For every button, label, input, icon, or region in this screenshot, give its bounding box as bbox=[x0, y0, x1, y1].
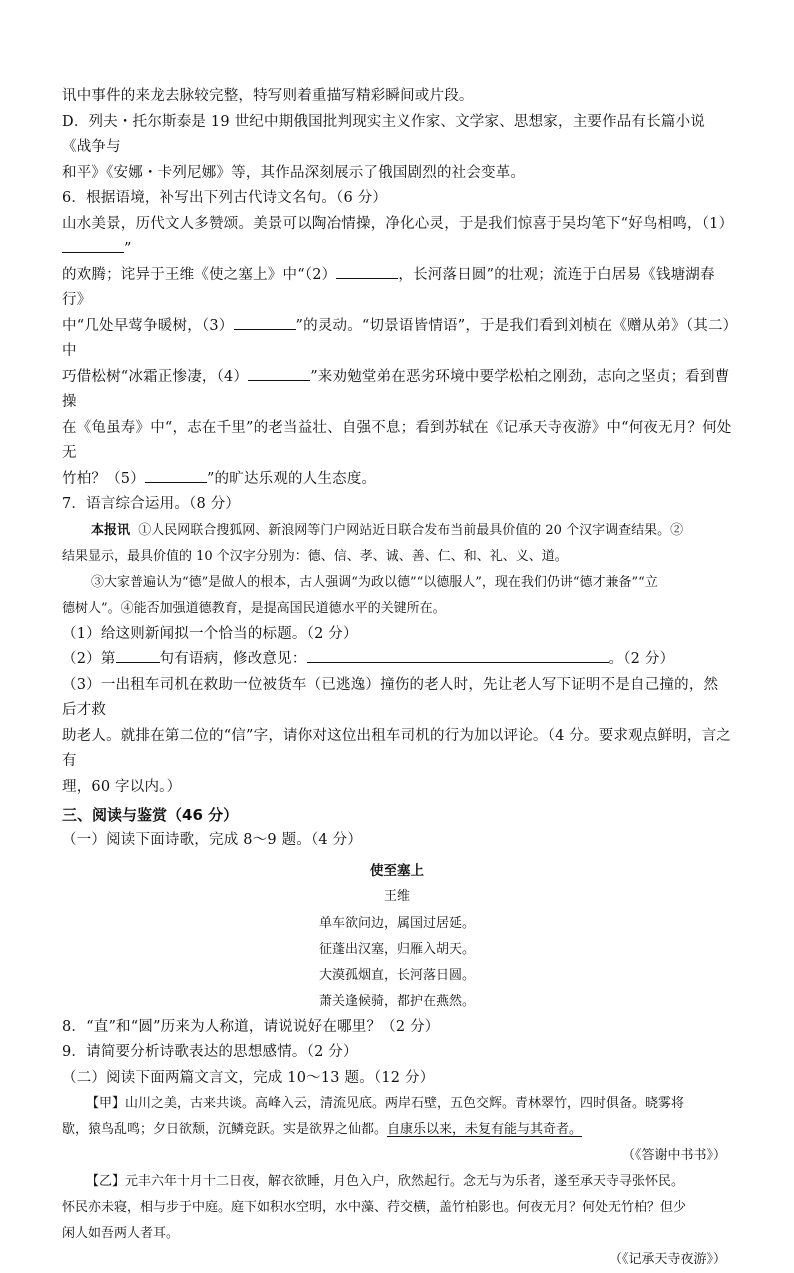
sub-question-3: 助老人。就排在第二位的“信”字，请你对这位出租车司机的行为加以评论。（4 分。要求观点鲜明，言之有 bbox=[62, 727, 732, 769]
text-line: 讯中事件的来龙去脉较完整，特写则着重描写精彩瞬间或片段。 bbox=[62, 88, 474, 104]
part-1-heading: （一）阅读下面诗歌，完成 8～9 题。（4 分） bbox=[62, 832, 363, 848]
sub-question-3: 理，60 字以内。） bbox=[62, 778, 182, 795]
option-d-line: D．列夫・托尔斯泰是 19 世纪中期俄国批判现实主义作家、文学家、思想家，主要作品有长篇小说《战争与 bbox=[62, 113, 705, 155]
question-6-text: 山水美景，历代文人多赞颂。美景可以陶冶情操，净化心灵，于是我们惊喜于吴均笔下“好鸟相鸣，（1）” bbox=[62, 215, 734, 257]
poem-line: 萧关逢候骑，都护在燕然。 bbox=[318, 993, 475, 1009]
answer-blank-2[interactable] bbox=[336, 263, 398, 279]
passage-jia-source: （《答谢中书书》） bbox=[621, 1148, 726, 1163]
sub-question-3: （3）一出租车司机在救助一位被货车（已逃逸）撞伤的老人时，先让老人写下证明不是自己撞的，然后才救 bbox=[62, 676, 719, 718]
passage-yi: 怀民亦未寝，相与步于中庭。庭下如积水空明，水中藻、荇交横，盖竹柏影也。何夜无月？何处无竹柏？但少 bbox=[62, 1200, 687, 1215]
poem-author: 王维 bbox=[383, 888, 410, 904]
passage-jia: 【甲】山川之美，古来共谈。高峰入云，清流见底。两岸石壁，五色交辉。青林翠竹，四时俱备。晓雾将 bbox=[86, 1096, 685, 1111]
revision-blank[interactable] bbox=[307, 647, 609, 663]
news-paragraph: 德树人”。④能否加强道德教育，是提高国民道德水平的关键所在。 bbox=[62, 600, 446, 616]
question-6-text: 巧借松树“冰霜正惨凄，（4） ”来劝勉堂弟在恶劣环境中要学松柏之刚劲，志向之坚贞；看到曹操 bbox=[62, 365, 732, 416]
question-6-text: 在《龟虽寿》中“，志在千里”的老当益壮、自强不息；看到苏轼在《记承天寺夜游》中“何夜无月？何处无 bbox=[62, 419, 732, 461]
news-paragraph: 结果显示，最具价值的 10 个汉字分别为：德、信、孝、诚、善、仁、和、礼、义、道。 bbox=[62, 548, 568, 564]
underlined-sentence: 自康乐以来，未复有能与其奇者。 bbox=[387, 1122, 583, 1137]
passage-yi: 闲人如吾两人者耳。 bbox=[62, 1226, 180, 1241]
sentence-number-blank[interactable] bbox=[116, 647, 160, 663]
passage-jia: 歇，猿鸟乱鸣；夕日欲颓，沉鳞竞跃。实是欲界之仙都。自康乐以来，未复有能与其奇者。 bbox=[62, 1122, 583, 1137]
news-paragraph: ③大家普遍认为“德”是做人的根本，古人强调“为政以德”“以德服人”，现在我们仍讲“德才兼备”“立 bbox=[91, 574, 658, 590]
passage-yi: 【乙】元丰六年十月十二日夜，解衣欲睡，月色入户，欣然起行。念无与为乐者，遂至承天寺寻张怀民。 bbox=[86, 1174, 685, 1189]
question-7-heading: 7．语言综合运用。（8 分） bbox=[62, 496, 241, 512]
part-2-heading: （二）阅读下面两篇文言文，完成 10～13 题。（12 分） bbox=[62, 1069, 435, 1086]
question-6-text: 中“几处早莺争暖树，（3） ”的灵动。“切景语皆情语”，于是我们看到刘桢在《赠从弟》（其二）中 bbox=[62, 314, 732, 365]
question-6-text: 的欢腾；诧异于王维《使之塞上》中“（2） ，长河落日圆”的壮观；流连于白居易《钱塘湖春行》 bbox=[62, 263, 732, 314]
question-6-heading: 6．根据语境，补写出下列古代诗文名句。（6 分） bbox=[62, 190, 388, 206]
passage-yi-source: （《记承天寺夜游》） bbox=[608, 1252, 726, 1267]
answer-blank-1[interactable] bbox=[62, 237, 124, 253]
answer-blank-3[interactable] bbox=[234, 314, 296, 330]
news-label: 本报讯 bbox=[91, 522, 131, 538]
exam-page bbox=[62, 84, 732, 1273]
poem-title: 使至塞上 bbox=[370, 862, 424, 879]
question-9: 9．请简要分析诗歌表达的思想感情。（2 分） bbox=[62, 1044, 358, 1060]
sub-question-2: （2）第 句有语病，修改意见： 。（2 分） bbox=[62, 647, 732, 673]
question-6-text: 竹柏？（5） ”的旷达乐观的人生态度。 bbox=[62, 467, 732, 493]
poem-line: 征蓬出汉塞，归雁入胡天。 bbox=[318, 941, 475, 957]
question-8: 8．“直”和“圆”历来为人称道，请说说好在哪里？（2 分） bbox=[62, 1018, 440, 1035]
poem-line: 单车欲问边，属国过居延。 bbox=[318, 915, 475, 931]
option-d-line: 和平》《安娜・卡列尼娜》等，其作品深刻展示了俄国剧烈的社会变革。 bbox=[62, 164, 526, 181]
news-paragraph: 本报讯 ①人民网联合搜狐网、新浪网等门户网站近日联合发布当前最具价值的 20 个汉字调查结果。② bbox=[91, 522, 684, 538]
sub-question-1: （1）给这则新闻拟一个恰当的标题。（2 分） bbox=[62, 625, 358, 642]
section-3-heading: 三、阅读与鉴赏（46 分） bbox=[62, 806, 239, 824]
answer-blank-5[interactable] bbox=[145, 467, 207, 483]
answer-blank-4[interactable] bbox=[248, 365, 310, 381]
poem-line: 大漠孤烟直，长河落日圆。 bbox=[318, 967, 475, 983]
